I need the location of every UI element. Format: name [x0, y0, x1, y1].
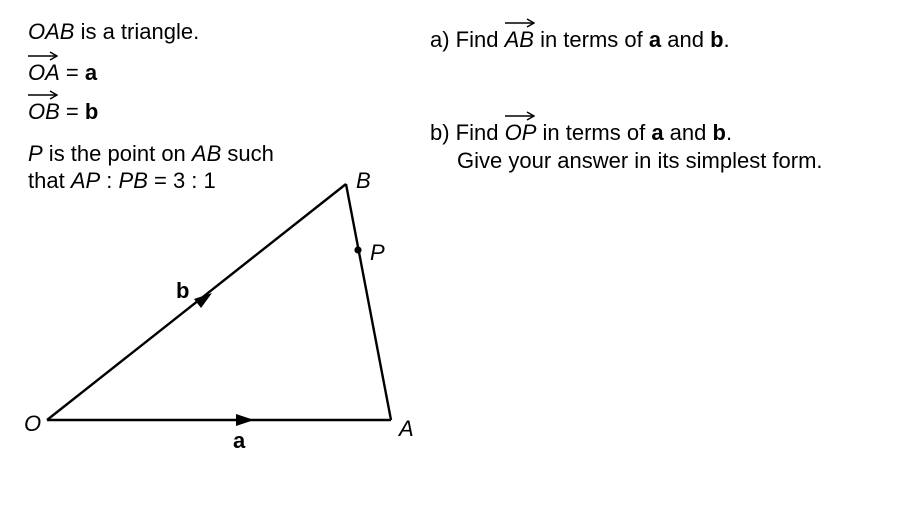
equals-sign: = [59, 60, 85, 85]
label-o: O [24, 411, 42, 436]
equals-sign: = [59, 99, 85, 124]
given-text: is the point on [42, 141, 192, 166]
point-p-dot [354, 246, 361, 253]
question-b-instruction: Give your answer in its simplest form. [457, 148, 823, 173]
arrowhead-a-icon [236, 414, 254, 426]
triangle-name: OAB [28, 19, 75, 44]
question-text: in terms of [533, 27, 649, 52]
segment-ap-name: AP [70, 168, 101, 193]
vector-oa-label: OA [28, 60, 60, 85]
vector-b-symbol: b [84, 99, 99, 124]
segment-ab-name: AB [191, 141, 222, 166]
question-text: and [661, 27, 711, 52]
question-text: in terms of [536, 120, 652, 145]
vector-a-symbol: a [84, 60, 98, 85]
segment-pb-name: PB [118, 168, 148, 193]
question-text: and [663, 120, 713, 145]
triangle-text: is a triangle. [74, 19, 200, 44]
vector-op-label: OP [504, 120, 537, 145]
label-b: B [356, 168, 371, 193]
vector-b-symbol: b [712, 120, 726, 145]
question-a-prefix: a) Find [430, 27, 505, 52]
point-p-name: P [28, 141, 43, 166]
vector-a-symbol: a [648, 27, 662, 52]
label-a: A [399, 416, 414, 441]
question-b-prefix: b) Find [430, 120, 505, 145]
label-vector-a: a [233, 428, 246, 453]
given-text: : [100, 168, 119, 193]
side-ab [346, 184, 391, 420]
vector-a-symbol: a [651, 120, 664, 145]
question-text: . [725, 120, 733, 145]
question-text: . [723, 27, 730, 52]
vector-ab-label: AB [504, 27, 534, 52]
given-text: such [221, 141, 274, 166]
label-p: P [370, 240, 385, 265]
label-vector-b: b [176, 278, 190, 303]
vector-ob-label: OB [28, 99, 60, 124]
given-text: that [28, 168, 71, 193]
ratio-value: = 3 : 1 [147, 168, 216, 193]
arrowhead-b-icon [194, 293, 212, 308]
vector-b-symbol: b [710, 27, 724, 52]
